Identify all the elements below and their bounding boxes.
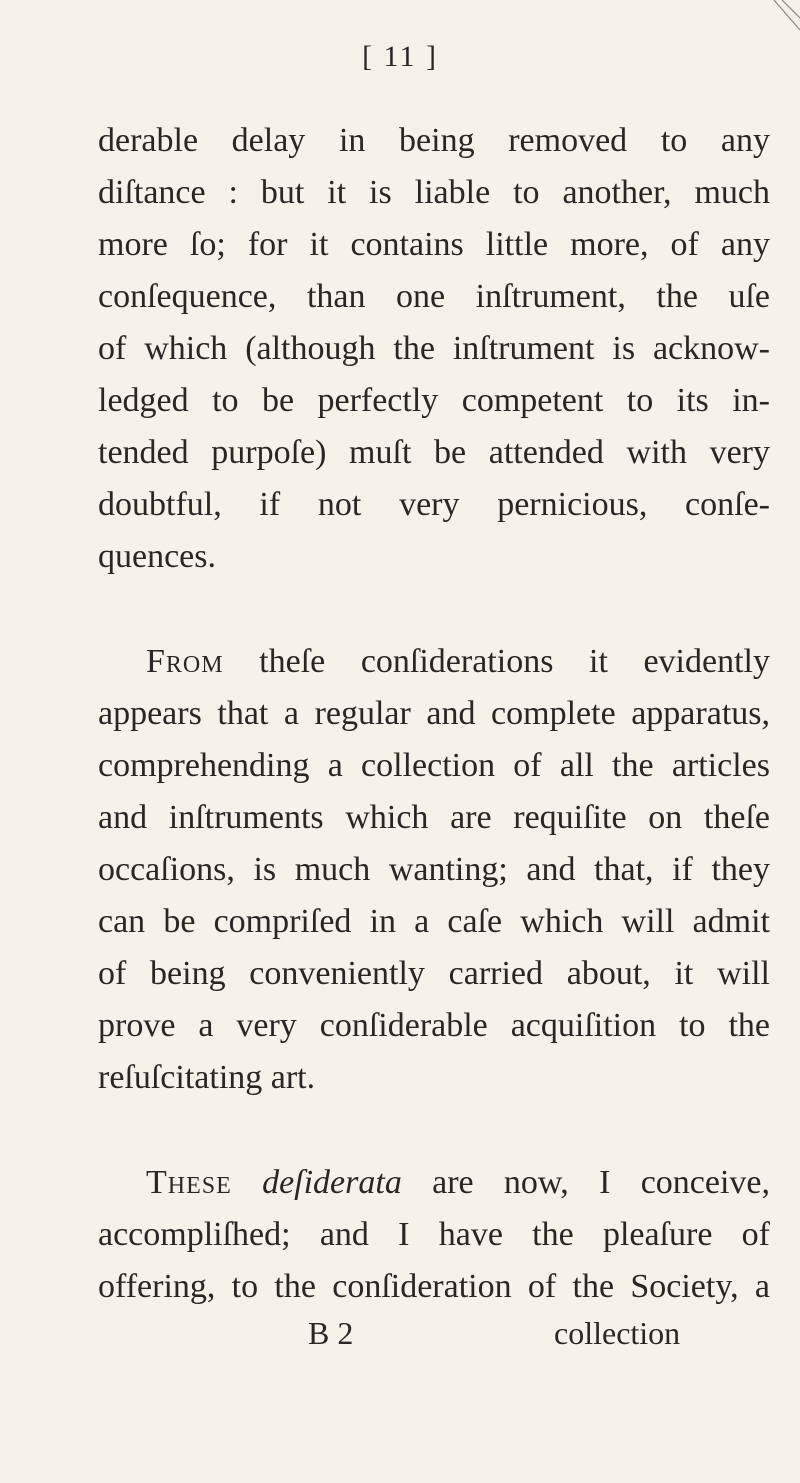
paragraph-opening-line: [146, 1157, 770, 1209]
text-line: prove a very conſiderable acquiſition to the: [98, 1007, 770, 1044]
page-number: [ 11 ]: [362, 40, 438, 73]
text-line: can be compriſed in a caſe which will admit: [98, 903, 770, 940]
paragraph-lead-word: These: [146, 1164, 232, 1201]
text-line-remainder: are now, I conceive,: [401, 1164, 771, 1201]
catchword: collection: [554, 1315, 681, 1351]
text-line: accompliſhed; and I have the pleaſure of: [98, 1216, 770, 1253]
text-line: doubtful, if not very pernicious, conſe-: [98, 486, 770, 523]
text-line: of which (although the inſtrument is acknow-: [98, 330, 770, 367]
page-corner-mark: [760, 0, 800, 40]
text-line: diſtance : but it is liable to another, much: [98, 174, 770, 211]
text-line: derable delay in being removed to any: [98, 122, 770, 159]
text-line: conſequence, than one inſtrument, the uſe: [98, 278, 770, 315]
signature-mark: B 2: [308, 1315, 354, 1351]
italic-term: deſiderata: [262, 1164, 402, 1201]
text-line: occaſions, is much wanting; and that, if they: [98, 851, 770, 888]
text-line: appears that a regular and complete apparatus,: [98, 695, 770, 732]
text-line: offering, to the conſideration of the Society, a: [98, 1268, 770, 1305]
text-line: ledged to be perfectly competent to its in-: [98, 382, 770, 419]
text-line: more ſo; for it contains little more, of any: [98, 226, 770, 263]
text-line: tended purpoſe) muſt be attended with very: [98, 434, 770, 471]
text-line-remainder: theſe conſiderations it evidently: [223, 643, 770, 680]
text-line: and inſtruments which are requiſite on theſe: [98, 799, 770, 836]
text-line: of being conveniently carried about, it will: [98, 955, 770, 992]
text-line: comprehending a collection of all the articles: [98, 747, 770, 784]
text-line: reſuſcitating art.: [98, 1059, 316, 1096]
paragraph-lead-word: From: [146, 643, 224, 680]
paragraph-opening-line: [146, 636, 770, 688]
text-line: quences.: [98, 538, 217, 575]
